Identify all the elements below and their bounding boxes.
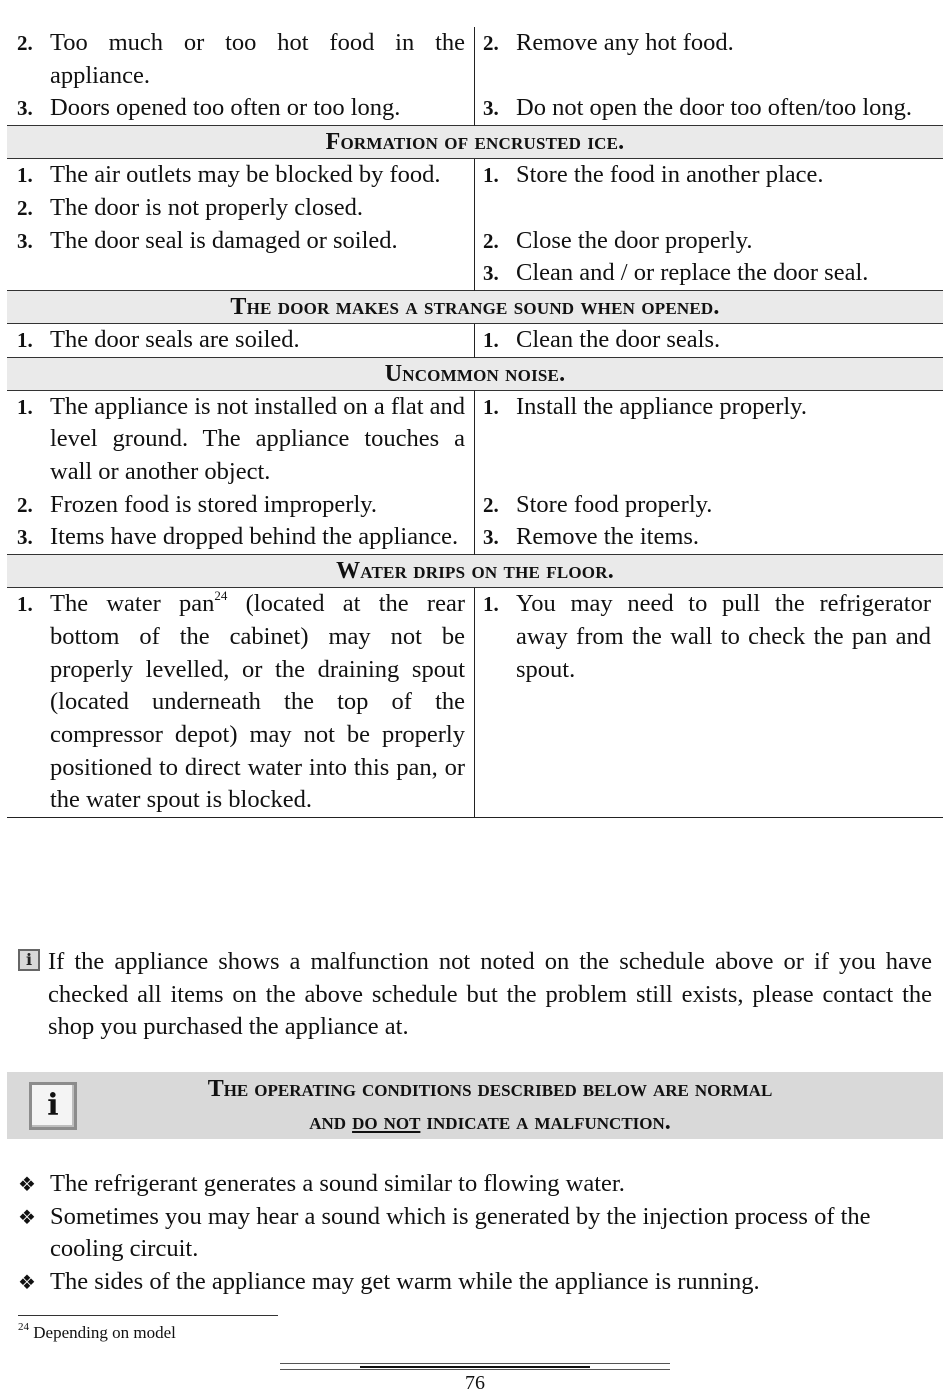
section-header: Uncommon noise. [7, 357, 943, 390]
table-row [7, 27, 943, 126]
list-item: 1. Clean the door seals. [483, 325, 721, 353]
spacer [475, 456, 943, 489]
list-item: 1. Install the appliance properly. [483, 392, 807, 420]
causes-cell [7, 323, 475, 357]
section-header: Water drips on the floor. [7, 555, 943, 588]
list-item: 2. Remove any hot food. [483, 29, 734, 56]
section-header-row [7, 126, 943, 159]
causes-cell [7, 27, 475, 126]
bullet-icon: ❖ [18, 1204, 36, 1229]
list-item: 1. The water pan$^{24}$ (located at the rear bottom of the cabinet) may not be properly levelled, or the draining spout (located underneath the top of the compressor depot) may not be properly positioned to direct water into this pan, or the water spout is blocked. [17, 587, 465, 814]
table-row [7, 390, 943, 555]
section-header: The door makes a strange sound when opened. [7, 290, 943, 323]
page-divider [280, 1363, 670, 1364]
list-item: 1. Store the food in another place. [483, 161, 824, 189]
list-item: 3. Items have dropped behind the appliance. [17, 523, 459, 551]
section-header-row [7, 290, 943, 323]
info-icon: i [18, 949, 40, 971]
causes-cell [7, 390, 475, 555]
spacer [475, 60, 943, 93]
table-row [7, 323, 943, 357]
troubleshooting-table-container [7, 27, 943, 818]
list-item: 1. The door seals are soiled. [17, 325, 300, 353]
list-item: 3. Clean and / or replace the door seal. [483, 259, 869, 287]
list-item: 1. The air outlets may be blocked by food. [17, 161, 441, 189]
list-item: 3. Doors opened too often or too long. [17, 94, 401, 122]
list-item: 1. The appliance is not installed on a flat and level ground. The appliance touches a wall or another object. [17, 392, 466, 486]
troubleshooting-table [7, 27, 943, 818]
section-header-row [7, 555, 943, 588]
normal-conditions-banner [7, 1072, 943, 1139]
info-note: i If the appliance shows a malfunction not noted on the schedule above or if you have checked all items on the above schedule but the problem still exists, please contact the shop you purchased the appliance at. [18, 946, 932, 1044]
page-number: 76 [465, 1372, 485, 1394]
list-item: ❖ The sides of the appliance may get warm while the appliance is running. [18, 1266, 932, 1299]
footnote-reference: 24 [214, 587, 228, 603]
list-item: 2. Frozen food is stored improperly. [17, 490, 378, 518]
normal-conditions-list [18, 1168, 932, 1299]
spacer [475, 423, 943, 456]
list-item: 3. Do not open the door too often/too long. [483, 94, 913, 122]
remedies-cell [475, 323, 944, 357]
list-item: ❖ The refrigerant generates a sound similar to flowing water. [18, 1168, 932, 1201]
remedies-cell [475, 159, 944, 291]
causes-cell [7, 588, 475, 818]
footnote-divider [18, 1315, 278, 1316]
bullet-icon: ❖ [18, 1270, 36, 1295]
page-divider [360, 1366, 590, 1368]
remedies-cell [475, 390, 944, 555]
list-item: 3. Remove the items. [483, 523, 700, 551]
list-item: 3. The door seal is damaged or soiled. [17, 226, 398, 254]
bullet-icon: ❖ [18, 1172, 36, 1196]
banner-heading: The operating conditions described below are normal and do not indicate a malfunction. [207, 1075, 773, 1135]
spacer [475, 192, 943, 225]
info-icon: i [29, 1082, 77, 1130]
table-row [7, 588, 943, 818]
remedies-cell [475, 27, 944, 126]
list-item: 1. You may need to pull the refrigerator away from the wall to check the pan and spout. [483, 590, 931, 683]
list-item: 2. Too much or too hot food in the appliance. [17, 29, 465, 89]
list-item: 2. Store food properly. [483, 490, 713, 518]
list-item: 2. The door is not properly closed. [17, 193, 363, 221]
list-item: ❖ Sometimes you may hear a sound which is generated by the injection process of the cooling circuit. [18, 1201, 932, 1266]
list-item: 2. Close the door properly. [483, 226, 753, 254]
section-header-row [7, 357, 943, 390]
table-row [7, 159, 943, 291]
section-header: Formation of encrusted ice. [7, 126, 943, 159]
remedies-cell [475, 588, 944, 818]
footnote: $^{24}$ Depending on model [18, 1321, 176, 1342]
causes-cell [7, 159, 475, 291]
